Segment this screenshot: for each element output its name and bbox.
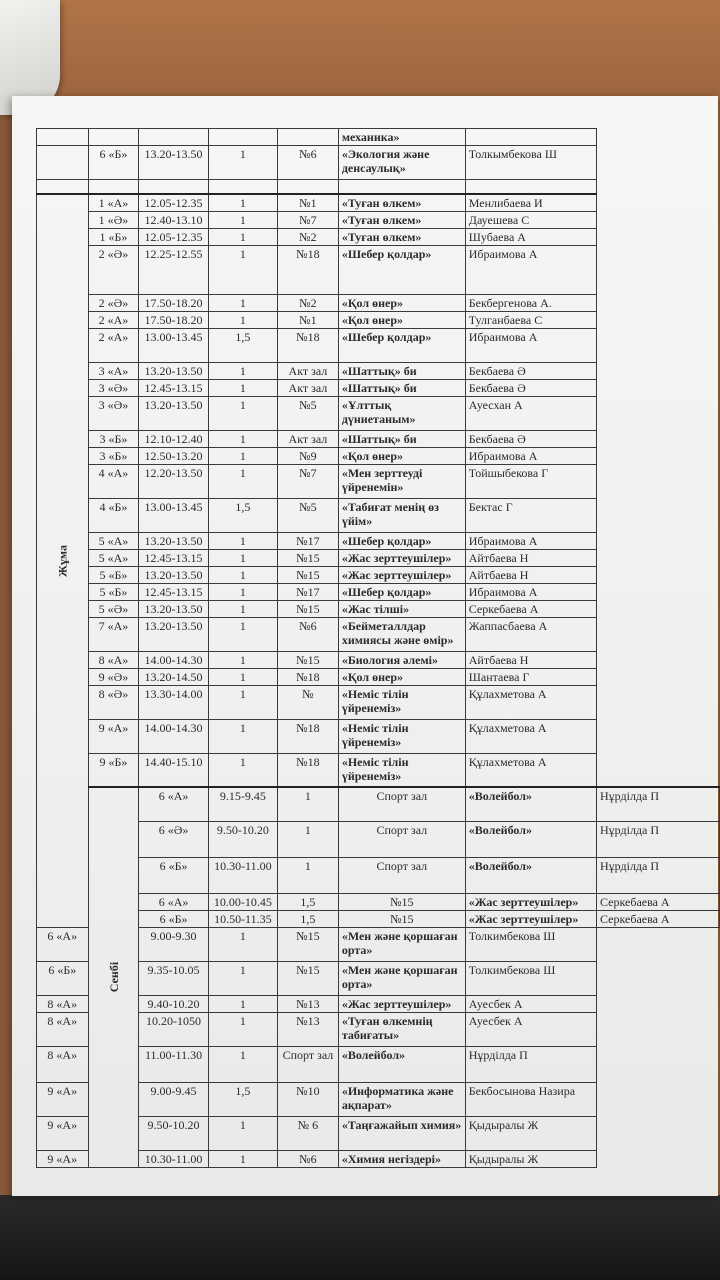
activity-name-cell: «Жас зерттеушілер» [338,566,465,583]
hours-cell: 1 [278,821,339,857]
hours-cell [208,129,277,146]
hours-cell: 1 [208,1012,277,1046]
class-cell: 4 «Б» [88,498,139,532]
room-cell: №5 [278,498,339,532]
table-row [37,583,720,600]
table-row [37,362,720,379]
room-cell: №6 [278,617,339,651]
table-row [37,1150,720,1167]
hours-cell: 1 [208,1150,277,1167]
activity-name-cell: «Мен және қоршаған орта» [338,961,465,995]
teacher-cell: Нұрділда П [465,1046,596,1082]
time-cell: 13.30-14.00 [139,685,208,719]
time-cell: 10.00-10.45 [208,893,277,910]
activity-name-cell: «Қол өнер» [338,294,465,311]
class-cell: 5 «Б» [88,566,139,583]
teacher-cell: Бекбосынова Назира [465,1082,596,1116]
time-cell: 9.50-10.20 [139,1116,208,1150]
hours-cell: 1 [208,311,277,328]
activity-name-cell: «Шебер қолдар» [338,583,465,600]
time-cell: 13.00-13.45 [139,328,208,362]
class-cell: 9 «Б» [88,753,139,787]
hours-cell: 1,5 [208,1082,277,1116]
class-cell: 9 «А» [37,1150,89,1167]
room-cell: №15 [278,600,339,617]
class-cell: 5 «Ә» [88,600,139,617]
time-cell: 14.00-14.30 [139,719,208,753]
activity-name-cell: «Бейметаллдар химиясы және өмір» [338,617,465,651]
time-cell: 12.50-13.20 [139,447,208,464]
activity-name-cell: «Таңғажайып химия» [338,1116,465,1150]
room-cell: №17 [278,583,339,600]
teacher-cell [465,180,596,194]
table-surface-top [0,0,720,100]
table-row [37,961,720,995]
teacher-cell: Айтбаева Н [465,651,596,668]
table-row [37,566,720,583]
activity-name-cell: «Неміс тілін үйренеміз» [338,685,465,719]
room-cell: Спорт зал [338,821,465,857]
hours-cell: 1,5 [278,893,339,910]
table-row [37,447,720,464]
hours-cell: 1 [208,549,277,566]
room-cell: №18 [278,245,339,294]
day-label: Сенбі [106,962,121,993]
room-cell: №15 [278,566,339,583]
teacher-cell: Бекбаева Ә [465,362,596,379]
activity-name-cell: «Жас зерттеушілер» [338,549,465,566]
room-cell: №1 [278,311,339,328]
hours-cell: 1 [208,566,277,583]
teacher-cell: Ибраимова А [465,328,596,362]
teacher-cell: Айтбаева Н [465,566,596,583]
room-cell: №18 [278,328,339,362]
time-cell [139,129,208,146]
activity-name-cell: «Туған өлкем» [338,228,465,245]
hours-cell: 1 [208,600,277,617]
activity-name-cell: «Шаттық» би [338,362,465,379]
time-cell: 12.10-12.40 [139,430,208,447]
teacher-cell: Серкебаева А [597,893,720,910]
room-cell: №15 [278,549,339,566]
time-cell: 9.00-9.30 [139,927,208,961]
table-row [37,211,720,228]
teacher-cell: Жаппасбаева А [465,617,596,651]
room-cell: №18 [278,753,339,787]
room-cell: №15 [338,893,465,910]
hours-cell: 1 [208,464,277,498]
time-cell [139,180,208,194]
table-row [37,328,720,362]
class-cell: 3 «Ә» [88,396,139,430]
hours-cell: 1 [278,857,339,893]
day-cell-empty [37,180,89,194]
teacher-cell: Серкебаева А [597,910,720,927]
class-cell: 6 «Б» [88,146,139,180]
teacher-cell: Қыдыралы Ж [465,1150,596,1167]
time-cell: 12.40-13.10 [139,211,208,228]
time-cell: 14.00-14.30 [139,651,208,668]
class-cell: 2 «Ә» [88,294,139,311]
class-cell: 9 «А» [88,719,139,753]
time-cell: 17.50-18.20 [139,294,208,311]
hours-cell: 1 [208,668,277,685]
schedule-body [37,129,720,1168]
class-cell: 6 «Ә» [139,821,208,857]
teacher-cell: Ауесбек А [465,995,596,1012]
activity-name-cell: «Шаттық» би [338,430,465,447]
activity-name-cell: механика» [338,129,465,146]
class-cell: 8 «А» [88,651,139,668]
class-cell: 8 «А» [37,1046,89,1082]
teacher-cell: Тулганбаева С [465,311,596,328]
time-cell: 9.35-10.05 [139,961,208,995]
hours-cell: 1 [208,1116,277,1150]
class-cell: 2 «А» [88,328,139,362]
table-row [37,498,720,532]
activity-name-cell: «Мен және қоршаған орта» [338,927,465,961]
class-cell: 5 «А» [88,532,139,549]
table-row [37,719,720,753]
time-cell: 10.50-11.35 [208,910,277,927]
time-cell: 13.20-13.50 [139,566,208,583]
class-cell: 7 «А» [88,617,139,651]
time-cell: 13.20-13.50 [139,600,208,617]
teacher-cell: Серкебаева А [465,600,596,617]
time-cell: 13.20-13.50 [139,146,208,180]
hours-cell: 1 [208,379,277,396]
teacher-cell: Ибраимова А [465,447,596,464]
teacher-cell: Нұрділда П [597,787,720,821]
teacher-cell: Ауесбек А [465,1012,596,1046]
room-cell: Спорт зал [338,787,465,821]
table-row [37,146,720,180]
table-row [37,857,720,893]
class-cell: 6 «Б» [37,961,89,995]
table-row [37,927,720,961]
time-cell: 9.40-10.20 [139,995,208,1012]
table-row [37,245,720,294]
table-row [37,549,720,566]
room-cell: №13 [278,1012,339,1046]
teacher-cell: Бекбаева Ә [465,430,596,447]
table-row [37,532,720,549]
table-row [37,311,720,328]
activity-name-cell: «Қол өнер» [338,447,465,464]
room-cell: №15 [278,651,339,668]
hours-cell: 1 [208,651,277,668]
class-cell: 1 «Б» [88,228,139,245]
activity-name-cell: «Шебер қолдар» [338,328,465,362]
teacher-cell: Бекбаева Ә [465,379,596,396]
teacher-cell: Бекбергенова А. [465,294,596,311]
table-row [37,430,720,447]
teacher-cell: Қыдыралы Ж [465,1116,596,1150]
teacher-cell: Нұрділда П [597,821,720,857]
day-label: Жұма [55,544,70,577]
class-cell: 8 «А» [37,995,89,1012]
teacher-cell: Толкимбекова Ш [465,927,596,961]
table-row [37,294,720,311]
activity-name-cell: «Волейбол» [465,787,596,821]
activity-name-cell: «Неміс тілін үйренеміз» [338,719,465,753]
hours-cell: 1 [208,1046,277,1082]
hours-cell: 1 [208,753,277,787]
class-cell: 2 «Ә» [88,245,139,294]
time-cell: 12.45-13.15 [139,549,208,566]
table-row [37,194,720,212]
hours-cell: 1 [208,995,277,1012]
teacher-cell: Толкимбекова Ш [465,961,596,995]
hours-cell: 1,5 [208,498,277,532]
time-cell: 13.00-13.45 [139,498,208,532]
activity-name-cell: «Жас зерттеушілер» [338,995,465,1012]
room-cell: №5 [278,396,339,430]
table-row [37,1082,720,1116]
time-cell: 13.20-13.50 [139,617,208,651]
class-cell: 2 «А» [88,311,139,328]
class-cell [88,180,139,194]
teacher-cell: Толкымбекова Ш [465,146,596,180]
teacher-cell: Шантаева Г [465,668,596,685]
floor-shadow [0,1195,720,1280]
day-cell-empty [37,129,89,146]
class-cell: 9 «А» [37,1082,89,1116]
table-row [37,1046,720,1082]
time-cell: 12.45-13.15 [139,583,208,600]
table-row [37,753,720,787]
table-row [37,600,720,617]
time-cell: 17.50-18.20 [139,311,208,328]
teacher-cell: Бектас Г [465,498,596,532]
time-cell: 11.00-11.30 [139,1046,208,1082]
activity-name-cell: «Жас тілші» [338,600,465,617]
table-row [37,893,720,910]
room-cell: №15 [278,927,339,961]
room-cell: Спорт зал [338,857,465,893]
class-cell: 6 «Б» [139,910,208,927]
room-cell: №6 [278,146,339,180]
class-cell: 3 «Б» [88,430,139,447]
activity-name-cell: «Қол өнер» [338,311,465,328]
time-cell: 14.40-15.10 [139,753,208,787]
time-cell: 9.50-10.20 [208,821,277,857]
hours-cell: 1 [208,396,277,430]
room-cell: №9 [278,447,339,464]
teacher-cell: Ибраимова А [465,583,596,600]
hours-cell: 1 [208,447,277,464]
room-cell: №2 [278,294,339,311]
table-row [37,396,720,430]
class-cell: 6 «А» [37,927,89,961]
room-cell: №7 [278,464,339,498]
table-row [37,821,720,857]
room-cell: №17 [278,532,339,549]
hours-cell: 1 [208,146,277,180]
room-cell: № 6 [278,1116,339,1150]
hours-cell: 1 [208,719,277,753]
time-cell: 13.20-14.50 [139,668,208,685]
hours-cell: 1 [208,927,277,961]
room-cell: №15 [278,961,339,995]
room-cell [278,180,339,194]
activity-name-cell: «Шебер қолдар» [338,532,465,549]
class-cell: 4 «А» [88,464,139,498]
teacher-cell: Құлахметова А [465,753,596,787]
class-cell: 3 «А» [88,362,139,379]
class-cell: 5 «Б» [88,583,139,600]
teacher-cell: Ибраимова А [465,245,596,294]
class-cell: 3 «Б» [88,447,139,464]
teacher-cell: Нұрділда П [597,857,720,893]
room-cell: №13 [278,995,339,1012]
class-cell: 3 «Ә» [88,379,139,396]
hours-cell: 1 [278,787,339,821]
time-cell: 13.20-13.50 [139,362,208,379]
hours-cell: 1 [208,532,277,549]
activity-name-cell: «Туған өлкемнің табиғаты» [338,1012,465,1046]
activity-name-cell: «Шебер қолдар» [338,245,465,294]
time-cell: 12.05-12.35 [139,194,208,212]
table-row [37,651,720,668]
table-row [37,617,720,651]
activity-name-cell: «Табиғат менің өз үйім» [338,498,465,532]
activity-name-cell: «Жас зерттеушілер» [465,893,596,910]
time-cell: 10.20-1050 [139,1012,208,1046]
activity-name-cell: «Информатика және ақпарат» [338,1082,465,1116]
room-cell: №15 [338,910,465,927]
activity-name-cell: «Волейбол» [465,857,596,893]
room-cell: №10 [278,1082,339,1116]
hours-cell: 1 [208,294,277,311]
activity-name-cell: «Ұлттық дүниетаным» [338,396,465,430]
table-row [37,464,720,498]
activity-name-cell: «Химия негіздері» [338,1150,465,1167]
teacher-cell: Дауешева С [465,211,596,228]
room-cell: №18 [278,668,339,685]
time-cell: 12.25-12.55 [139,245,208,294]
hours-cell: 1 [208,430,277,447]
time-cell: 12.45-13.15 [139,379,208,396]
teacher-cell: Айтбаева Н [465,549,596,566]
hours-cell: 1,5 [278,910,339,927]
hours-cell: 1 [208,194,277,212]
activity-name-cell: «Жас зерттеушілер» [465,910,596,927]
hours-cell [208,180,277,194]
teacher-cell: Тойшыбекова Г [465,464,596,498]
teacher-cell: Шубаева А [465,228,596,245]
activity-name-cell: «Туған өлкем» [338,194,465,212]
room-cell: №1 [278,194,339,212]
time-cell: 9.00-9.45 [139,1082,208,1116]
room-cell: №18 [278,719,339,753]
time-cell: 13.20-13.50 [139,532,208,549]
class-cell: 9 «Ә» [88,668,139,685]
hours-cell: 1 [208,961,277,995]
table-row [37,668,720,685]
room-cell: Спорт зал [278,1046,339,1082]
hours-cell: 1,5 [208,328,277,362]
class-cell: 5 «А» [88,549,139,566]
hours-cell: 1 [208,617,277,651]
hours-cell: 1 [208,362,277,379]
activity-name-cell: «Туған өлкем» [338,211,465,228]
activity-name-cell: «Волейбол» [338,1046,465,1082]
activity-name-cell: «Қол өнер» [338,668,465,685]
class-cell: 8 «Ә» [88,685,139,719]
activity-name-cell: «Биология әлемі» [338,651,465,668]
hours-cell: 1 [208,211,277,228]
class-cell: 6 «А» [139,893,208,910]
teacher-cell: Ибраимова А [465,532,596,549]
table-row [37,129,720,146]
activity-name-cell: «Шаттық» би [338,379,465,396]
class-cell [88,129,139,146]
room-cell [278,129,339,146]
room-cell: №2 [278,228,339,245]
table-row [37,379,720,396]
table-row [37,228,720,245]
day-cell [37,194,89,928]
room-cell: Акт зал [278,379,339,396]
teacher-cell: Құлахметова А [465,719,596,753]
class-cell: 1 «А» [88,194,139,212]
class-cell: 8 «А» [37,1012,89,1046]
activity-name-cell: «Неміс тілін үйренеміз» [338,753,465,787]
room-cell: Акт зал [278,430,339,447]
room-cell: №7 [278,211,339,228]
teacher-cell [465,129,596,146]
table-row [37,1116,720,1150]
table-row [37,685,720,719]
teacher-cell: Менлибаева И [465,194,596,212]
hours-cell: 1 [208,685,277,719]
room-cell: №6 [278,1150,339,1167]
table-row [37,1012,720,1046]
activity-name-cell: «Волейбол» [465,821,596,857]
time-cell: 10.30-11.00 [208,857,277,893]
time-cell: 9.15-9.45 [208,787,277,821]
time-cell: 12.05-12.35 [139,228,208,245]
hours-cell: 1 [208,228,277,245]
table-row [37,995,720,1012]
activity-name-cell [338,180,465,194]
time-cell: 12.20-13.50 [139,464,208,498]
hours-cell: 1 [208,245,277,294]
activity-name-cell: «Экология және денсаулық» [338,146,465,180]
hours-cell: 1 [208,583,277,600]
class-cell: 6 «Б» [139,857,208,893]
table-row [37,787,720,821]
time-cell: 10.30-11.00 [139,1150,208,1167]
class-cell: 9 «А» [37,1116,89,1150]
schedule-table [36,128,720,1168]
day-cell [88,787,139,1167]
class-cell: 6 «А» [139,787,208,821]
table-row [37,910,720,927]
table-row [37,180,720,194]
time-cell: 13.20-13.50 [139,396,208,430]
room-cell: Акт зал [278,362,339,379]
room-cell: № [278,685,339,719]
class-cell: 1 «Ә» [88,211,139,228]
teacher-cell: Құлахметова А [465,685,596,719]
teacher-cell: Ауесхан А [465,396,596,430]
activity-name-cell: «Мен зерттеуді үйренемін» [338,464,465,498]
day-cell-empty [37,146,89,180]
